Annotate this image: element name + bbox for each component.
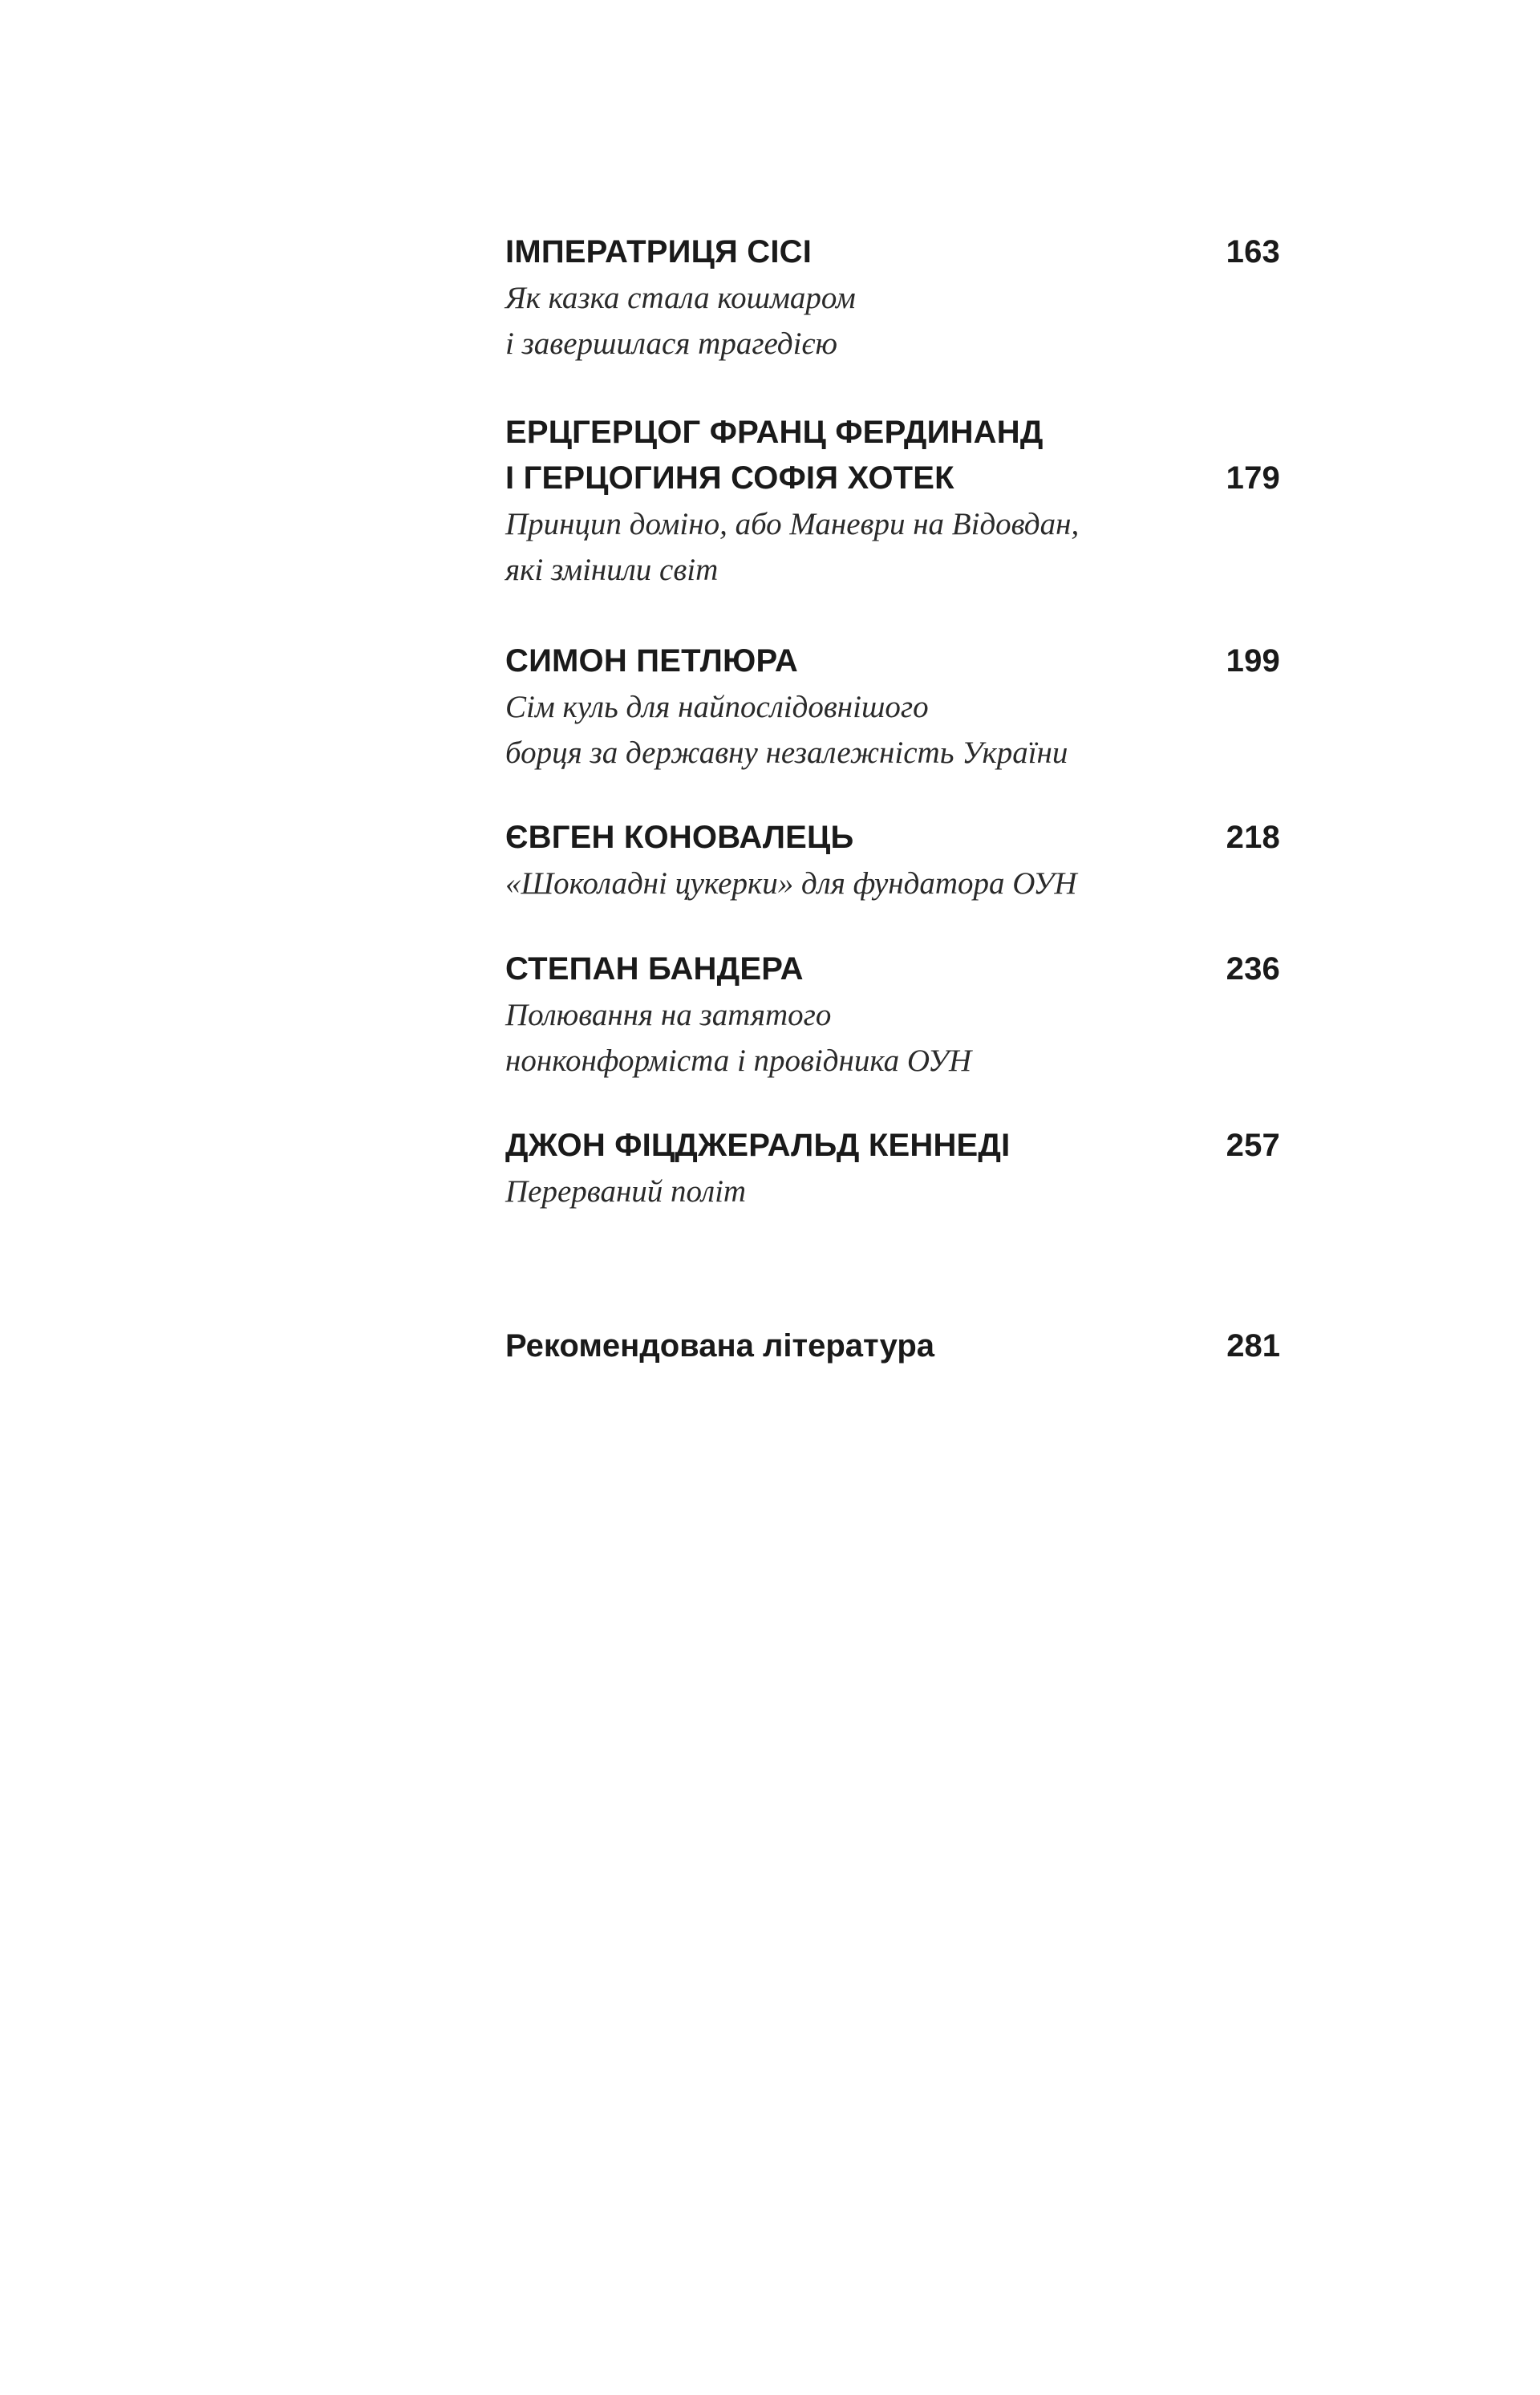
entry-subtitle: «Шоколадні цукерки» для фундатора ОУН <box>505 866 1077 901</box>
entry-subtitle: і завершилася трагедією <box>505 326 837 361</box>
toc-entry-konovalets <box>505 815 1280 906</box>
toc-entry-kennedy <box>505 1123 1280 1214</box>
page-number: 199 <box>1226 643 1280 679</box>
entry-title: ЄВГЕН КОНОВАЛЕЦЬ <box>505 820 854 855</box>
page-number: 163 <box>1226 234 1280 269</box>
entry-subtitle: нонконформіста і провідника ОУН <box>505 1044 972 1078</box>
toc-entry-franz-ferdinand <box>505 410 1280 593</box>
entry-title: ДЖОН ФІЦДЖЕРАЛЬД КЕННЕДІ <box>505 1128 1011 1163</box>
entry-title: СТЕПАН БАНДЕРА <box>505 951 804 987</box>
entry-title: ЕРЦГЕРЦОГ ФРАНЦ ФЕРДИНАНД <box>505 415 1044 450</box>
entry-title: ІМПЕРАТРИЦЯ СІСІ <box>505 234 813 269</box>
toc-entry-literature <box>505 1323 1280 1369</box>
page-number: 257 <box>1226 1128 1280 1163</box>
entry-title: СИМОН ПЕТЛЮРА <box>505 643 798 679</box>
page-number: 218 <box>1226 820 1280 855</box>
entry-title: І ГЕРЦОГИНЯ СОФІЯ ХОТЕК <box>505 460 954 496</box>
literature-label: Рекомендована література <box>505 1328 934 1364</box>
entry-subtitle: Перерваний політ <box>505 1174 747 1209</box>
page-number: 281 <box>1226 1328 1280 1364</box>
toc-entry-petliura <box>505 638 1280 776</box>
toc-entry-bandera <box>505 946 1280 1084</box>
page-number: 179 <box>1226 460 1280 496</box>
entry-subtitle: Принцип доміно, або Маневри на Відовдан, <box>505 507 1080 541</box>
toc-entry-sisi <box>505 229 1280 367</box>
entry-subtitle: Полювання на затятого <box>505 998 832 1032</box>
entry-subtitle: Сім куль для найпослідовнішого <box>505 690 929 724</box>
entry-subtitle: які змінили світ <box>505 553 719 587</box>
entry-subtitle: Як казка стала кошмаром <box>505 281 856 315</box>
page-number: 236 <box>1226 951 1280 987</box>
entry-subtitle: борця за державну незалежність України <box>505 736 1068 770</box>
